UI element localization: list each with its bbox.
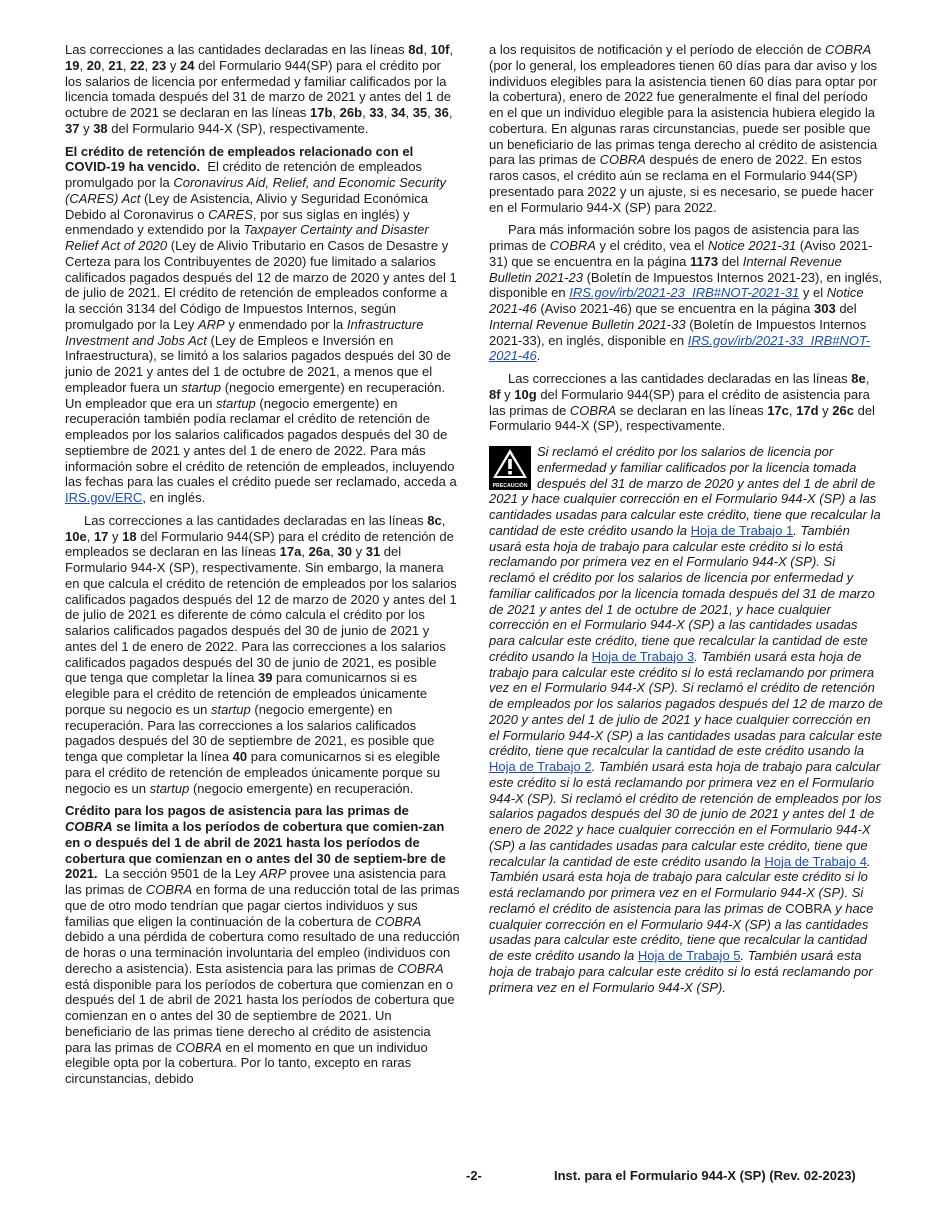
- caution-text: Si reclamó el crédito por los salarios de licencia por enfermedad y familiar calificados por la licencia tomada después del 31 de marzo de 2020 y antes del 1 de abril de 2021 y hace cualquier corrección en el Formulario 944-X (SP) a las cantidades usadas para calcular este crédito, tiene que recalcular la cantidad de este crédito usando la Hoja de Trabajo 1. También usará esta hoja de trabajo para calcular este crédito si lo está reclamando por primera vez en el Formulario 944-X (SP). Si reclamó el crédito por los salarios de licencia por enfermedad y familiar calificados por la licencia tomada después del 31 de marzo de 2021 y antes del 1 de octubre de 2021, y hace cualquier corrección en el Formulario 944-X (SP) a las cantidades usadas para calcular este crédito, tiene que recalcular la cantidad de este crédito usando la Hoja de Trabajo 3. También usará esta hoja de trabajo para calcular este crédito si lo está reclamando por primera vez en el Formulario 944-X (SP). Si reclamó el crédito de retención de empleados por los salarios pagados después del 12 de marzo de 2020 y antes del 1 de julio de 2021 y hace cualquier corrección en el Formulario 944-X (SP) a las cantidades usadas para calcular este crédito, tiene que recalcular la cantidad de este crédito usando la Hoja de Trabajo 2. También usará esta hoja de trabajo para calcular este crédito si lo está reclamando por primera vez en el Formulario 944-X (SP). Si reclamó el crédito de retención de empleados por los salarios pagados después del 30 de junio de 2021 y antes del 1 de enero de 2022 y hace cualquier corrección en el Formulario 944-X (SP) a las cantidades usadas para calcular este crédito, tiene que recalcular la cantidad de este crédito usando la Hoja de Trabajo 4. También usará esta hoja de trabajo para calcular este crédito si lo está reclamando por primera vez en el Formulario 944-X (SP). Si reclamó el crédito de asistencia para las primas de COBRA y hace cualquier corrección en el Formulario 944-X (SP) a las cantidades usadas para calcular este crédito, tiene que recalcular la cantidad de este crédito usando la Hoja de Trabajo 5. También usará esta hoja de trabajo para calcular este crédito si lo está reclamando por primera vez en el Formulario 944-X (SP).: [489, 444, 883, 995]
- paragraph-cobra-continued: a los requisitos de notificación y el período de elección de COBRA (por lo general, los empleadores tienen 60 días para dar aviso y los individuos elegibles para la asistencia tienen 60 días para optar por la cobertura), enero de 2022 fue generalmente el final del período en el que un individuo elegible para la asistencia hubiera elegido la cobertura. En algunas raras circunstancias, puede ser posible que un beneficiario de las primas tenga derecho al crédito de asistencia para las primas de COBRA después de enero de 2022. En estos raros casos, el crédito aún se reclama en el Formulario 944(SP) presentado para 2022 y un ajuste, si es necesario, se puede hacer en el Formulario 944-X (SP) para 2022.: [489, 42, 878, 215]
- caution-warning-icon: [489, 446, 531, 490]
- paragraph-erc-corrections: Las correcciones a las cantidades declaradas en las líneas 8c, 10e, 17 y 18 del Formulario 944(SP) para el crédito de retención de empleados se declaran en las líneas 17a, 26a, 30 y 31 del Formulario 944-X (SP), respectivamente. Sin embargo, la manera en que calcula el crédito de retención de empleados por los salarios calificados pagados después del 12 de marzo de 2020 y antes del 1 de julio de 2021 es diferente de cómo calcula el crédito por los salarios calificados pagados después del 30 de junio de 2021 y antes del 1 de enero de 2022. Para las correcciones a los salarios calificados pagados después del 30 de junio de 2021, es posible que tenga que completar la línea 39 para comunicarnos si es elegible para el crédito de retención de empleados únicamente porque su negocio es un startup (negocio emergente) en recuperación. Para las correcciones a los salarios calificados pagados después del 30 de septiembre de 2021, es posible que tenga que completar la línea 40 para comunicarnos si es elegible para el crédito de retención de empleados únicamente porque su negocio es un startup (negocio emergente) en recuperación.: [65, 512, 457, 796]
- left-column: [65, 42, 460, 1094]
- worksheet-4-link[interactable]: Hoja de Trabajo 4: [764, 853, 867, 869]
- irs-erc-link[interactable]: IRS.gov/ERC: [65, 490, 143, 505]
- worksheet-3-link[interactable]: Hoja de Trabajo 3: [591, 648, 695, 664]
- worksheet-1-link[interactable]: Hoja de Trabajo 1: [690, 522, 794, 538]
- paragraph-sick-family-leave: Las correcciones a las cantidades declaradas en las líneas 8d, 10f, 19, 20, 21, 22, 23 y 24 del Formulario 944(SP) para el crédito por los salarios de licencia por enfermedad y familiar calificados por la licencia tomada después del 31 de marzo de 2021 y antes del 1 de octubre de 2021 se declaran en las líneas 17b, 26b, 33, 34, 35, 36, 37 y 38 del Formulario 944-X (SP), respectivamente.: [65, 42, 454, 136]
- worksheet-2-link[interactable]: Hoja de Trabajo 2: [489, 759, 592, 774]
- irb-2021-23-link[interactable]: IRS.gov/irb/2021-23_IRB#NOT-2021-31: [569, 285, 800, 301]
- paragraph-cobra-corrections: Las correcciones a las cantidades declaradas en las líneas 8e, 8f y 10g del Formulario 944(SP) para el crédito de asistencia para las primas de COBRA se declaran en las líneas 17c, 17d y 26c del Formulario 944-X (SP), respectivamente.: [489, 371, 875, 434]
- caution-note: [489, 444, 884, 995]
- worksheet-5-link[interactable]: Hoja de Trabajo 5: [637, 948, 741, 963]
- paragraph-cobra-limit: Crédito para los pagos de asistencia para las primas de COBRA se limita a los períodos de cobertura que comien-zan en o después del 1 de abril de 2021 hasta los períodos de cobertura que comienzan en o antes del 30 de septiem-bre de 2021. La sección 9501 de la Ley ARP provee una asistencia para las primas de COBRA en forma de una reducción total de las primas que de otro modo tendrían que pagar ciertos individuos y sus familias que eligen la continuación de la cobertura de COBRA debido a una pérdida de cobertura como resultado de una reducción de horas o una terminación involuntaria del empleo (individuos con derecho a asistencia). Esta asistencia para las primas de COBRA está disponible para los períodos de cobertura que comienzan en o después del 1 de abril de 2021 hasta los períodos de cobertura que comienzan en o antes del 30 de septiembre de 2021. Un beneficiario de las primas tiene derecho al crédito de asistencia para las primas de COBRA en el momento en que un individuo elegible opta por la cobertura. Por lo tanto, excepto en raras circunstancias, debido: [65, 803, 460, 1086]
- paragraph-erc-expired: El crédito de retención de empleados relacionado con el COVID-19 ha vencido. El crédito de retención de empleados promulgado por la Coronavirus Aid, Relief, and Economic Security (CARES) Act (Ley de Asistencia, Alivio y Seguridad Económica Debido al Coronavirus o CARES, por sus siglas en inglés) y enmendado y extendido por la Taxpayer Certainty and Disaster Relief Act of 2020 (Ley de Alivio Tributario en Casos de Desastre y Certeza para los Contribuyentes de 2020) fue limitado a salarios calificados pagados después del 12 de marzo de 2020 y antes del 1 de julio de 2021. El crédito de retención de empleados conforme a la sección 3134 del Código de Impuestos Internos, según promulgado por la Ley ARP y enmendado por la Infrastructure Investment and Jobs Act (Ley de Empleos e Inversión en Infraestructura), se limitó a los salarios pagados después del 30 de junio de 2021 y antes del 1 de octubre de 2021, a menos que el empleador fuera un startup (negocio emergente) en recuperación. Un empleador que era un startup (negocio emergente) en recuperación también podía reclamar el crédito de retención de empleados por los salarios calificados pagados después del 30 de septiembre de 2021 y antes del 1 de enero de 2022. Para más información sobre el crédito de retención de empleados, incluyendo las fechas para las cuales el crédito puede ser reclamado, acceda a IRS.gov/ERC, en inglés.: [65, 143, 457, 505]
- page-number: -2-: [466, 1168, 482, 1183]
- caution-icon-label: PRECAUCIÓN: [492, 483, 528, 489]
- irb-2021-33-link[interactable]: IRS.gov/irb/2021-33_IRB#NOT-2021-46: [489, 332, 871, 364]
- footer-title: Inst. para el Formulario 944-X (SP) (Rev. 02-2023): [554, 1168, 856, 1183]
- paragraph-cobra-notices: Para más información sobre los pagos de asistencia para las primas de COBRA y el crédito, vea el Notice 2021-31 (Aviso 2021-31) que se encuentra en la página 1173 del Internal Revenue Bulletin 2021-23 (Boletín de Impuestos Internos 2021-23), en inglés, disponible en IRS.gov/irb/2021-23_IRB#NOT-2021-31 y el Notice 2021-46 (Aviso 2021-46) que se encuentra en la página 303 del Internal Revenue Bulletin 2021-33 (Boletín de Impuestos Internos 2021-33), en inglés, disponible en IRS.gov/irb/2021-33_IRB#NOT-2021-46.: [489, 222, 883, 364]
- right-column: [489, 42, 884, 995]
